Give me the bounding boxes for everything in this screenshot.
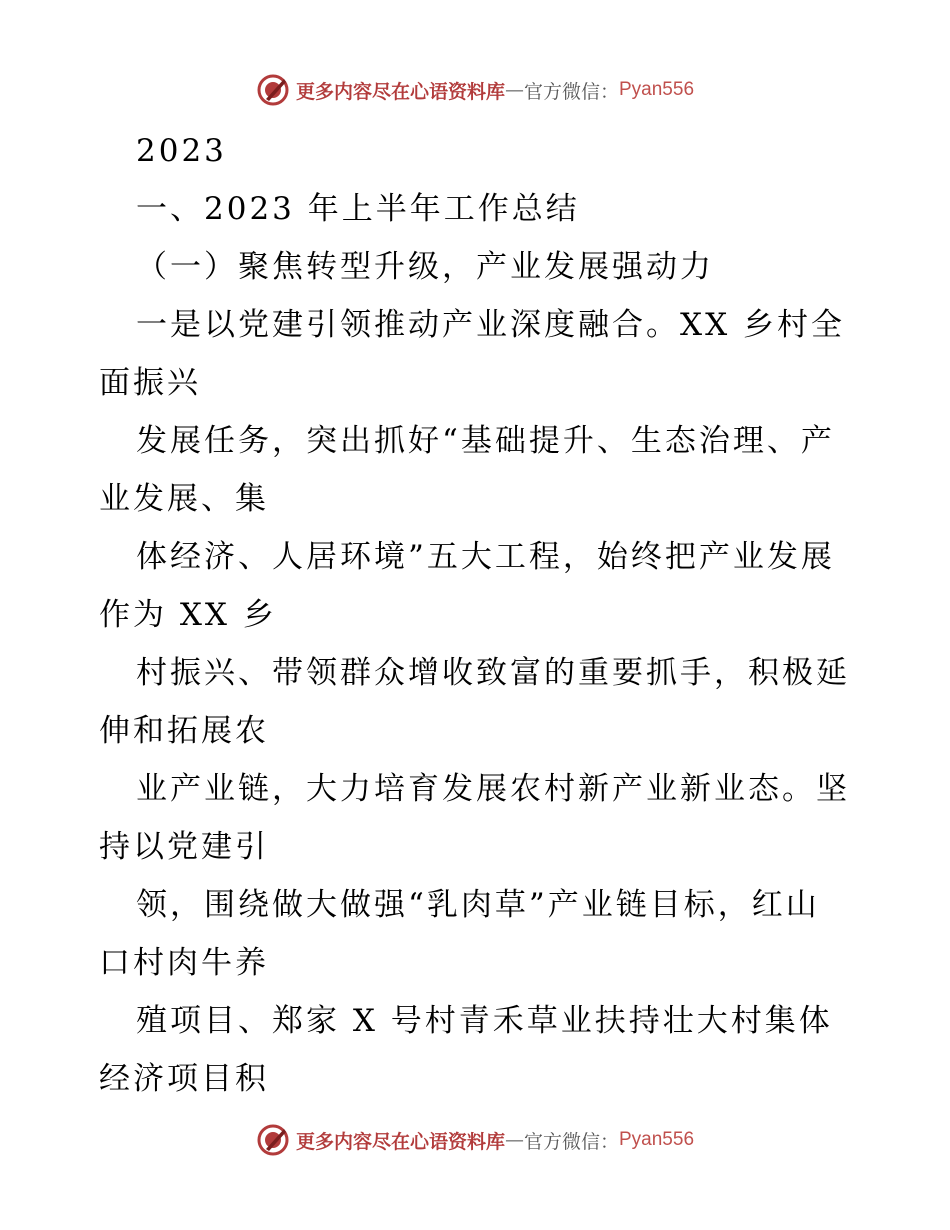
text-line: 一是以党建引领推动产业深度融合。XX 乡村全 xyxy=(136,307,845,343)
text-line: 业产业链，大力培育发展农村新产业新业态。坚 xyxy=(136,771,850,807)
quill-circle-logo-icon xyxy=(256,1123,290,1157)
text-line: （一）聚焦转型升级，产业发展强动力 xyxy=(136,249,714,285)
text-line: 业发展、集 xyxy=(99,481,269,517)
text-line: 口村肉牛养 xyxy=(99,945,269,981)
text-line: 2023 xyxy=(136,133,227,169)
watermark-label: 官方微信： xyxy=(523,80,619,103)
document-body xyxy=(99,122,859,1108)
text-line: 殖项目、郑家 X 号村青禾草业扶持壮大村集体 xyxy=(136,1003,833,1039)
watermark-separator: — xyxy=(504,1129,524,1151)
text-line: 村振兴、带领群众增收致富的重要抓手，积极延 xyxy=(136,655,850,691)
watermark-separator: — xyxy=(504,79,524,101)
text-line: 领，围绕做大做强“乳肉草”产业链目标，红山 xyxy=(136,887,820,923)
watermark-brand: 更多内容尽在心语资料库 xyxy=(295,1130,505,1153)
watermark-label: 官方微信： xyxy=(523,1130,619,1153)
text-line: 面振兴 xyxy=(99,365,201,401)
text-line: 体经济、人居环境”五大工程，始终把产业发展 xyxy=(136,539,835,575)
watermark-brand: 更多内容尽在心语资料库 xyxy=(295,80,505,103)
text-line: 作为 XX 乡 xyxy=(99,597,277,633)
text-line: 伸和拓展农 xyxy=(99,713,269,749)
text-line: 一、2023 年上半年工作总结 xyxy=(136,191,580,227)
quill-circle-logo-icon xyxy=(256,73,290,107)
text-line: 经济项目积 xyxy=(99,1061,269,1097)
text-line: 发展任务，突出抓好“基础提升、生态治理、产 xyxy=(136,423,835,459)
watermark-id: Pyan556 xyxy=(619,1129,695,1150)
header-watermark xyxy=(0,70,950,110)
watermark-id: Pyan556 xyxy=(619,79,695,100)
footer-watermark xyxy=(0,1120,950,1160)
text-line: 持以党建引 xyxy=(99,829,269,865)
